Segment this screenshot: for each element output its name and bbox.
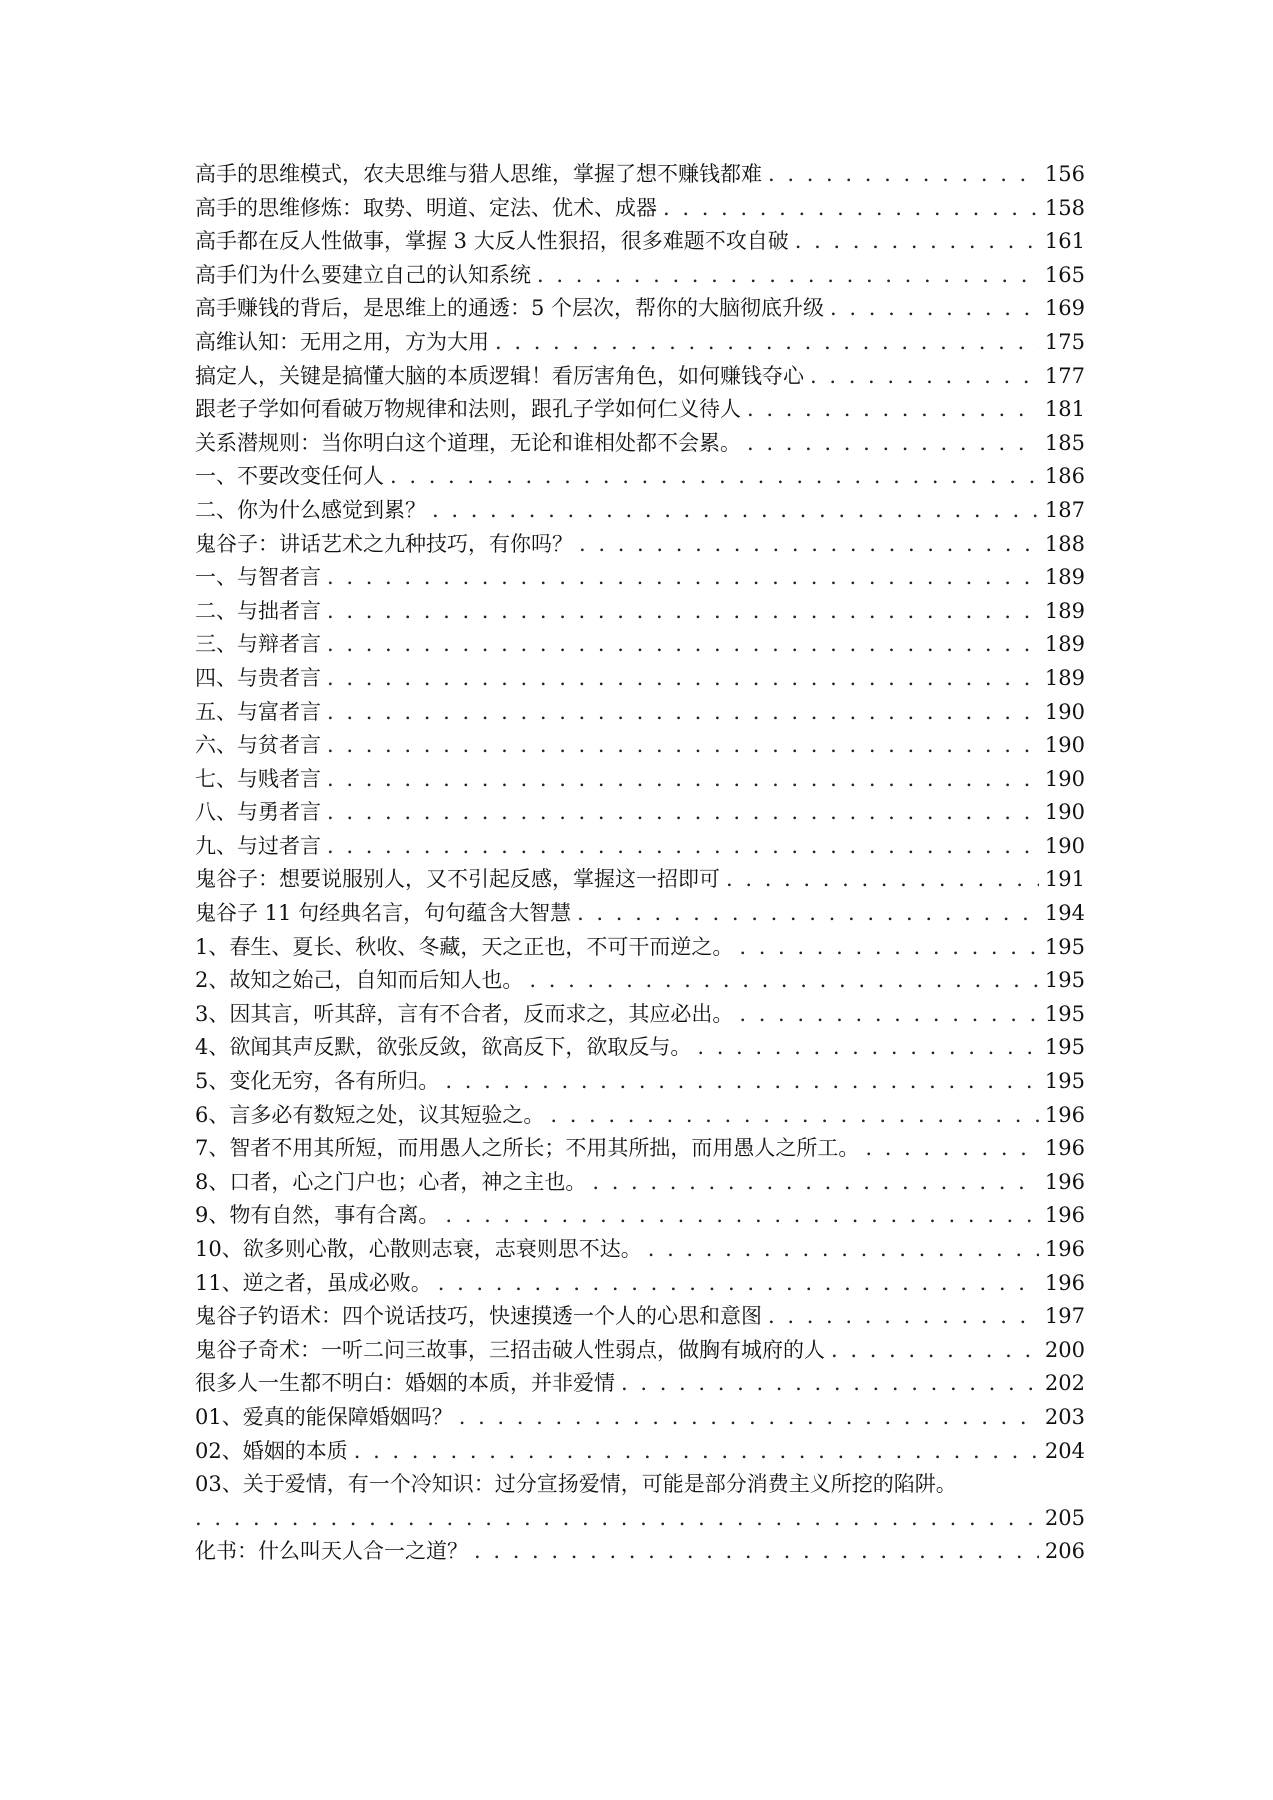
toc-entry-title: 三、与辩者言 <box>195 632 321 657</box>
toc-entry-continuation[interactable] <box>195 1502 1085 1536</box>
toc-entry-title: 一、不要改变任何人 <box>195 464 384 489</box>
toc-page-number: 189 <box>1044 632 1085 657</box>
toc-dot-leader <box>579 528 1039 562</box>
toc-entry-title: 4、欲闻其声反默，欲张反敛，欲高反下，欲取反与。 <box>195 1035 692 1060</box>
toc-dot-leader <box>697 1031 1039 1065</box>
toc-page-number: 191 <box>1044 867 1085 892</box>
toc-entry[interactable] <box>195 1367 1085 1401</box>
toc-entry-title: 七、与贱者言 <box>195 766 321 791</box>
toc-entry-title: 02、婚姻的本质 <box>195 1438 348 1463</box>
toc-page-number: 204 <box>1044 1438 1085 1463</box>
toc-entry[interactable] <box>195 1535 1085 1569</box>
toc-entry[interactable] <box>195 830 1085 864</box>
toc-entry-title: 鬼谷子钓语术：四个说话技巧，快速摸透一个人的心思和意图 <box>195 1304 762 1329</box>
toc-entry[interactable] <box>195 1267 1085 1301</box>
toc-page-number: 203 <box>1044 1404 1085 1429</box>
toc-entry-title: 八、与勇者言 <box>195 800 321 825</box>
toc-entry[interactable] <box>195 1132 1085 1166</box>
toc-dot-leader <box>768 158 1039 192</box>
toc-entry[interactable] <box>195 931 1085 965</box>
toc-entry[interactable] <box>195 863 1085 897</box>
toc-dot-leader <box>445 1065 1039 1099</box>
toc-entry-title: 二、你为什么感觉到累？ <box>195 497 426 522</box>
toc-entry[interactable] <box>195 1065 1085 1099</box>
toc-entry-title: 高维认知：无用之用，方为大用 <box>195 329 489 354</box>
toc-dot-leader <box>663 192 1039 226</box>
toc-entry-title: 高手的思维模式，农夫思维与猎人思维，掌握了想不赚钱都难 <box>195 162 762 186</box>
table-of-contents <box>195 158 1085 1569</box>
toc-page-number: 186 <box>1044 464 1085 489</box>
toc-page-number: 169 <box>1044 296 1085 321</box>
toc-dot-leader <box>830 292 1039 326</box>
toc-dot-leader <box>327 830 1039 864</box>
toc-page-number: 196 <box>1044 1102 1085 1127</box>
toc-entry[interactable] <box>195 729 1085 763</box>
toc-page-number: 195 <box>1044 1069 1085 1094</box>
toc-dot-leader <box>432 494 1039 528</box>
toc-entry-title: 高手都在反人性做事，掌握 3 大反人性狠招，很多难题不攻自破 <box>195 229 789 254</box>
toc-page-number: 190 <box>1044 766 1085 791</box>
toc-entry[interactable] <box>195 1031 1085 1065</box>
toc-dot-leader <box>195 1502 1039 1536</box>
toc-page-number: 190 <box>1044 699 1085 724</box>
toc-entry-title: 5、变化无穷，各有所归。 <box>195 1069 440 1094</box>
toc-entry[interactable] <box>195 1468 1085 1502</box>
toc-entry-title: 01、爱真的能保障婚姻吗？ <box>195 1404 453 1429</box>
toc-page-number: 185 <box>1044 430 1085 455</box>
toc-entry[interactable] <box>195 796 1085 830</box>
toc-entry-title: 1、春生、夏长、秋收、冬藏，天之正也，不可干而逆之。 <box>195 934 734 959</box>
toc-entry[interactable] <box>195 1401 1085 1435</box>
toc-dot-leader <box>327 696 1039 730</box>
toc-dot-leader <box>810 360 1039 394</box>
toc-entry-title: 化书：什么叫天人合一之道？ <box>195 1539 468 1564</box>
toc-entry-title: 鬼谷子：讲话艺术之九种技巧，有你吗？ <box>195 531 573 556</box>
toc-dot-leader <box>577 897 1039 931</box>
toc-page-number: 194 <box>1044 901 1085 926</box>
toc-entry[interactable] <box>195 1435 1085 1469</box>
toc-entry-title: 2、故知之始己，自知而后知人也。 <box>195 968 524 993</box>
toc-dot-leader <box>327 763 1039 797</box>
toc-page-number: 190 <box>1044 833 1085 858</box>
toc-page-number: 190 <box>1044 733 1085 758</box>
toc-entry-title: 搞定人，关键是搞懂大脑的本质逻辑！看厉害角色，如何赚钱夺心 <box>195 363 804 388</box>
toc-dot-leader <box>865 1132 1039 1166</box>
toc-page-number: 189 <box>1044 598 1085 623</box>
toc-dot-leader <box>438 1267 1039 1301</box>
toc-entry-title: 6、言多必有数短之处，议其短验之。 <box>195 1102 545 1127</box>
toc-page-number: 205 <box>1044 1505 1085 1530</box>
toc-page-number: 196 <box>1044 1270 1085 1295</box>
toc-page-number: 196 <box>1044 1237 1085 1261</box>
toc-dot-leader <box>648 1233 1039 1267</box>
toc-entry-title: 鬼谷子 11 句经典名言，句句蕴含大智慧 <box>195 901 572 926</box>
toc-entry[interactable] <box>195 1233 1085 1267</box>
toc-entry[interactable] <box>195 696 1085 730</box>
toc-page-number: 200 <box>1044 1337 1085 1362</box>
toc-entry[interactable] <box>195 460 1085 494</box>
toc-entry[interactable] <box>195 763 1085 797</box>
toc-entry-title: 8、口者，心之门户也；心者，神之主也。 <box>195 1169 587 1194</box>
toc-page-number: 202 <box>1044 1371 1085 1396</box>
toc-entry[interactable] <box>195 628 1085 662</box>
toc-entry-title: 六、与贫者言 <box>195 733 321 758</box>
toc-entry-title: 很多人一生都不明白：婚姻的本质，并非爱情 <box>195 1371 615 1396</box>
toc-dot-leader <box>474 1535 1039 1569</box>
toc-entry[interactable] <box>195 259 1085 293</box>
toc-entry[interactable] <box>195 427 1085 461</box>
toc-dot-leader <box>327 729 1039 763</box>
toc-entry[interactable] <box>195 225 1085 259</box>
toc-page-number: 175 <box>1044 329 1085 354</box>
toc-page-number: 196 <box>1044 1136 1085 1161</box>
toc-page-number: 189 <box>1044 665 1085 690</box>
toc-entry-title: 11、逆之者，虽成必败。 <box>195 1270 432 1295</box>
toc-entry-title: 3、因其言，听其辞，言有不合者，反而求之，其应必出。 <box>195 1001 734 1026</box>
toc-entry-title: 高手们为什么要建立自己的认知系统 <box>195 262 531 287</box>
toc-dot-leader <box>354 1435 1039 1469</box>
toc-dot-leader <box>327 595 1039 629</box>
toc-page-number: 156 <box>1044 162 1085 186</box>
toc-dot-leader <box>795 225 1039 259</box>
toc-entry-title: 高手的思维修炼：取势、明道、定法、优术、成器 <box>195 195 657 220</box>
toc-entry[interactable] <box>195 897 1085 931</box>
toc-page-number: 195 <box>1044 934 1085 959</box>
toc-page-number: 181 <box>1044 397 1085 422</box>
toc-page-number: 177 <box>1044 363 1085 388</box>
toc-dot-leader <box>327 628 1039 662</box>
toc-entry[interactable] <box>195 1099 1085 1133</box>
toc-dot-leader <box>550 1099 1039 1133</box>
toc-entry[interactable] <box>195 1199 1085 1233</box>
toc-entry[interactable] <box>195 158 1085 192</box>
toc-entry-title: 一、与智者言 <box>195 565 321 590</box>
toc-entry[interactable] <box>195 192 1085 226</box>
toc-dot-leader <box>621 1367 1039 1401</box>
toc-dot-leader <box>495 326 1039 360</box>
toc-page-number: 189 <box>1044 565 1085 590</box>
toc-entry-title: 四、与贵者言 <box>195 665 321 690</box>
toc-page-number: 195 <box>1044 1035 1085 1060</box>
toc-entry-title: 高手赚钱的背后，是思维上的通透：5 个层次，帮你的大脑彻底升级 <box>195 296 825 321</box>
toc-entry-title: 二、与拙者言 <box>195 598 321 623</box>
toc-dot-leader <box>327 662 1039 696</box>
toc-entry[interactable] <box>195 964 1085 998</box>
toc-entry[interactable] <box>195 998 1085 1032</box>
toc-page-number: 165 <box>1044 262 1085 287</box>
toc-page-number: 187 <box>1044 497 1085 522</box>
toc-dot-leader <box>537 259 1039 293</box>
toc-entry-title: 03、关于爱情，有一个冷知识：过分宣扬爱情，可能是部分消费主义所挖的陷阱。 <box>195 1472 957 1497</box>
toc-entry-title: 关系潜规则：当你明白这个道理，无论和谁相处都不会累。 <box>195 430 741 455</box>
toc-page-number: 161 <box>1044 229 1085 254</box>
toc-dot-leader <box>831 1334 1039 1368</box>
toc-dot-leader <box>459 1401 1039 1435</box>
toc-dot-leader <box>739 931 1039 965</box>
toc-dot-leader <box>327 796 1039 830</box>
toc-page-number: 196 <box>1044 1203 1085 1228</box>
toc-page-number: 206 <box>1044 1539 1085 1564</box>
toc-entry[interactable] <box>195 1300 1085 1334</box>
toc-entry[interactable] <box>195 292 1085 326</box>
toc-entry-title: 鬼谷子：想要说服别人，又不引起反感，掌握这一招即可 <box>195 867 720 892</box>
toc-entry-title: 九、与过者言 <box>195 833 321 858</box>
toc-page-number: 195 <box>1044 968 1085 993</box>
toc-page-number: 197 <box>1044 1304 1085 1329</box>
toc-dot-leader <box>747 427 1039 461</box>
toc-page-number: 195 <box>1044 1001 1085 1026</box>
toc-page-number: 196 <box>1044 1169 1085 1194</box>
toc-dot-leader <box>529 964 1039 998</box>
toc-entry[interactable] <box>195 528 1085 562</box>
toc-dot-leader <box>327 561 1039 595</box>
toc-entry[interactable] <box>195 326 1085 360</box>
toc-entry-title: 跟老子学如何看破万物规律和法则，跟孔子学如何仁义待人 <box>195 397 741 422</box>
toc-entry[interactable] <box>195 595 1085 629</box>
toc-entry-title: 7、智者不用其所短，而用愚人之所长；不用其所拙，而用愚人之所工。 <box>195 1136 860 1161</box>
toc-dot-leader <box>390 460 1039 494</box>
toc-page-number: 158 <box>1044 195 1085 220</box>
toc-entry[interactable] <box>195 393 1085 427</box>
toc-dot-leader <box>445 1199 1039 1233</box>
toc-entry-title: 10、欲多则心散，心散则志衰，志衰则思不达。 <box>195 1237 642 1261</box>
toc-dot-leader <box>592 1166 1039 1200</box>
toc-entry-title: 五、与富者言 <box>195 699 321 724</box>
toc-entry-title: 9、物有自然，事有合离。 <box>195 1203 440 1228</box>
toc-page-number: 190 <box>1044 800 1085 825</box>
toc-dot-leader <box>739 998 1039 1032</box>
toc-entry[interactable] <box>195 662 1085 696</box>
toc-dot-leader <box>726 863 1039 897</box>
toc-page-number: 188 <box>1044 531 1085 556</box>
toc-dot-leader <box>747 393 1039 427</box>
toc-entry[interactable] <box>195 360 1085 394</box>
toc-entry[interactable] <box>195 494 1085 528</box>
toc-entry-title: 鬼谷子奇术：一听二问三故事，三招击破人性弱点，做胸有城府的人 <box>195 1337 825 1362</box>
toc-dot-leader <box>768 1300 1039 1334</box>
toc-entry[interactable] <box>195 1166 1085 1200</box>
toc-entry[interactable] <box>195 1334 1085 1368</box>
toc-entry[interactable] <box>195 561 1085 595</box>
